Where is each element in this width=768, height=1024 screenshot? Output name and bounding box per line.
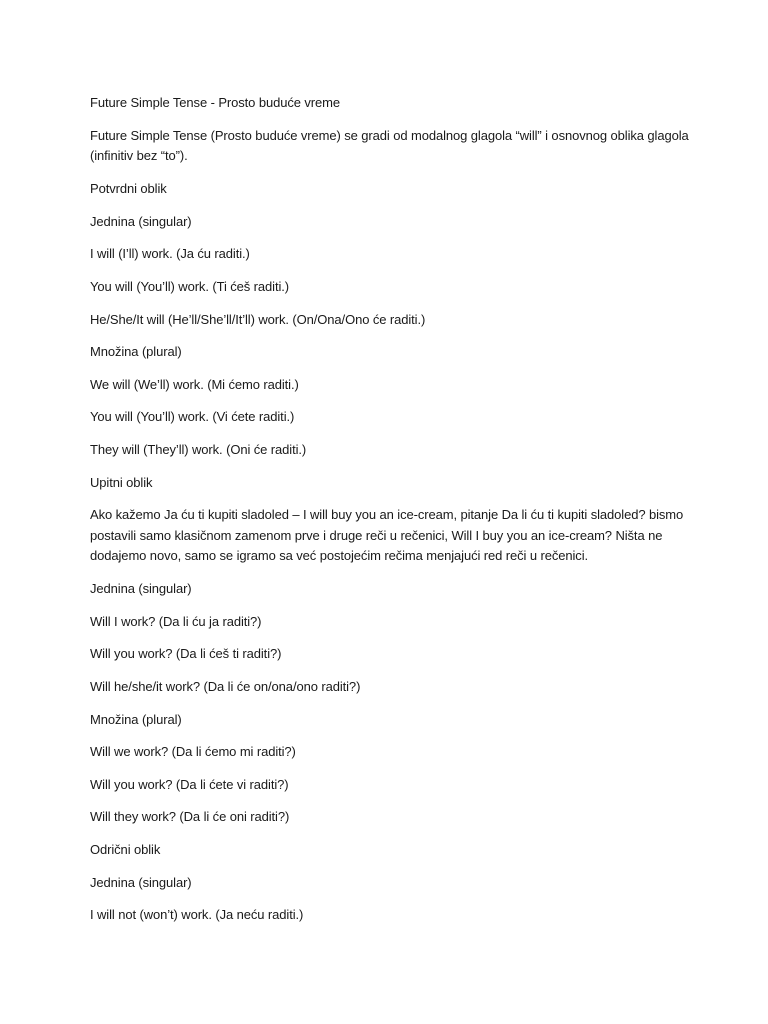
section-heading-affirmative: Potvrdni oblik [90,181,167,197]
document-body [90,93,690,938]
example-line: Will we work? (Da li ćemo mi raditi?) [90,744,296,760]
example-line: They will (They’ll) work. (Oni će raditi.) [90,441,307,457]
section-heading-interrogative: Upitni oblik [90,474,153,490]
subheading-singular: Jednina (singular) [90,213,192,229]
example-line: You will (You’ll) work. (Ti ćeš raditi.) [90,278,290,294]
subheading-plural: Množina (plural) [90,711,182,727]
subheading-singular: Jednina (singular) [90,874,192,890]
intro-paragraph: Future Simple Tense (Prosto buduće vreme) se gradi od modalnog glagola “will” i osnovnog oblika glagola (infinitiv bez “to”). [90,127,689,164]
example-line: We will (We’ll) work. (Mi ćemo raditi.) [90,376,299,392]
example-line: Will they work? (Da li će oni raditi?) [90,809,290,825]
example-line: Will he/she/it work? (Da li će on/ona/ono raditi?) [90,679,361,694]
example-line: I will not (won’t) work. (Ja neću raditi.) [90,907,304,923]
example-line: I will (I’ll) work. (Ja ću raditi.) [90,246,250,262]
example-line: You will (You’ll) work. (Vi ćete raditi.) [90,409,295,425]
example-line: He/She/It will (He’ll/She’ll/It’ll) work. (On/Ona/Ono će raditi.) [90,311,426,327]
subheading-singular: Jednina (singular) [90,581,192,597]
document-title: Future Simple Tense - Prosto buduće vreme [90,95,341,110]
subheading-plural: Množina (plural) [90,344,182,360]
example-line: Will you work? (Da li ćeš ti raditi?) [90,646,282,662]
section-heading-negative: Odrični oblik [90,841,161,857]
example-line: Will you work? (Da li ćete vi raditi?) [90,776,289,792]
interrogative-paragraph: Ako kažemo Ja ću ti kupiti sladoled – I will buy you an ice-cream, pitanje Da li ću ti kupiti sladoled? bismo postavili samo klasičnom zamenom prve i druge reči u rečenici, Will I buy you an ice-cream? Ništa ne dodajemo novo, samo se igramo sa već postojećim rečima menjajući red reči u rečenici. [90,507,684,564]
example-line: Will I work? (Da li ću ja raditi?) [90,613,262,629]
